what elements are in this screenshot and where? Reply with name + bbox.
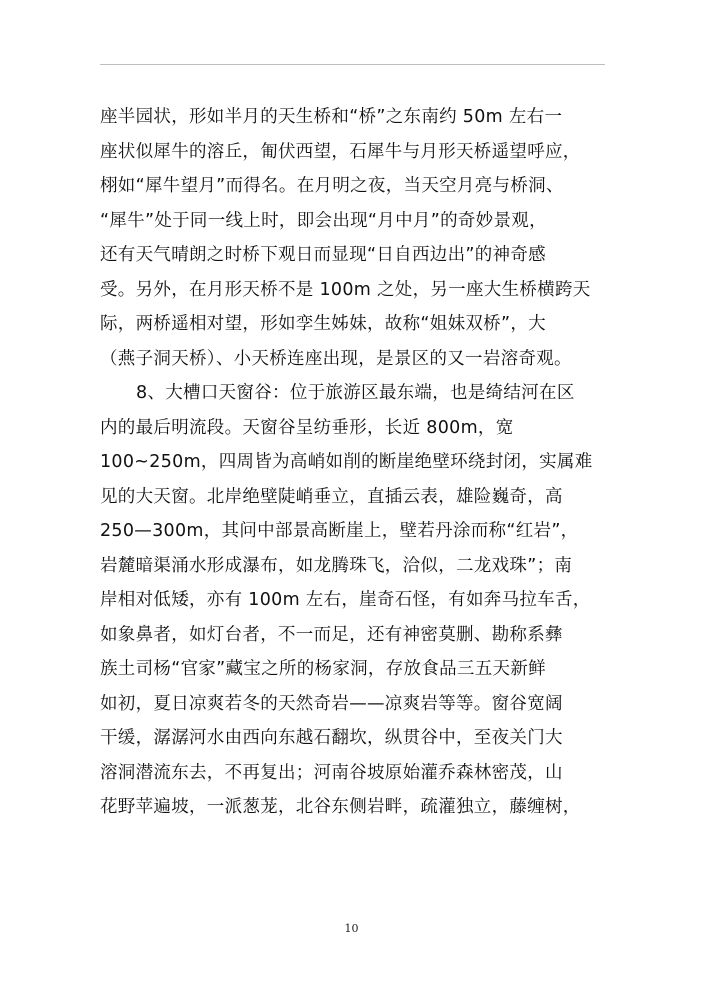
text-line: 岩麓暗渠涌水形成瀑布，如龙腾珠飞，洽似，二龙戏珠”；南 <box>100 555 573 576</box>
page-number: 10 <box>344 922 359 935</box>
body-text <box>100 100 605 825</box>
text-line: 际，两桥遥相对望，形如孪生姊妹，故称“姐妹双桥”，大 <box>100 314 546 334</box>
text-line: 花野苹遍坡，一派葱茏，北谷东侧岩畔，疏灌独立，藤缠树， <box>100 797 581 817</box>
text-line: 溶洞潜流东去，不再复出；河南谷坡原始灌乔森林密茂，山 <box>100 762 563 783</box>
text-line: 岸相对低矮，亦有 100m 左右，崖奇石怪，有如奔马拉车舌， <box>100 590 591 610</box>
text-line: 如象鼻者，如灯台者，不一而足，还有神密莫删、勘称系彝 <box>100 624 563 645</box>
text-line: 干缓，潺潺河水由西向东越石翻坎，纵贯谷中，至夜关门大 <box>100 728 563 748</box>
text-line: （燕子洞天桥）、小天桥连座出现，是景区的又一岩溶奇观。 <box>100 348 572 369</box>
text-line: 100~250m，四周皆为高峭如削的断崖绝壁环绕封闭，实属难 <box>100 452 593 472</box>
text-line: 还有天气晴朗之时桥下观日而显现“日自西边出”的神奇感 <box>100 245 546 265</box>
text-line: 座半园状，形如半月的天生桥和“桥”之东南约 50m 左右一 <box>100 107 563 127</box>
text-line: “犀牛”处于同一线上时，即会出现“月中月”的奇妙景观， <box>100 210 547 231</box>
header-rule <box>100 64 605 65</box>
text-line: 座状似犀牛的溶丘，匍伏西望，石犀牛与月形天桥遥望呼应， <box>100 141 581 162</box>
text-line: 栩如“犀牛望月”而得名。在月明之夜，当天空月亮与桥洞、 <box>100 176 564 196</box>
section-heading-line: 8、大槽口天窗谷：位于旅游区最东端，也是绮结河在区 <box>136 383 575 403</box>
text-line: 250—300m，其问中部景高断崖上，壁若丹涂而称“红岩”， <box>100 521 579 541</box>
text-line: 内的最后明流段。天窗谷呈纺垂形，长近 800m，宽 <box>100 417 514 438</box>
text-line: 见的大天窗。北岸绝壁陡峭垂立，直插云表，雄险巍奇，高 <box>100 486 563 507</box>
text-line: 如初，夏日凉爽若冬的天然奇岩——凉爽岩等等。窗谷宽阔 <box>100 693 563 714</box>
text-line: 族土司杨“官家”藏宝之所的杨家洞，存放食品三五天新鲜 <box>100 659 546 679</box>
text-line: 受。另外，在月形天桥不是 100m 之处，另一座大生桥横跨天 <box>100 279 591 300</box>
